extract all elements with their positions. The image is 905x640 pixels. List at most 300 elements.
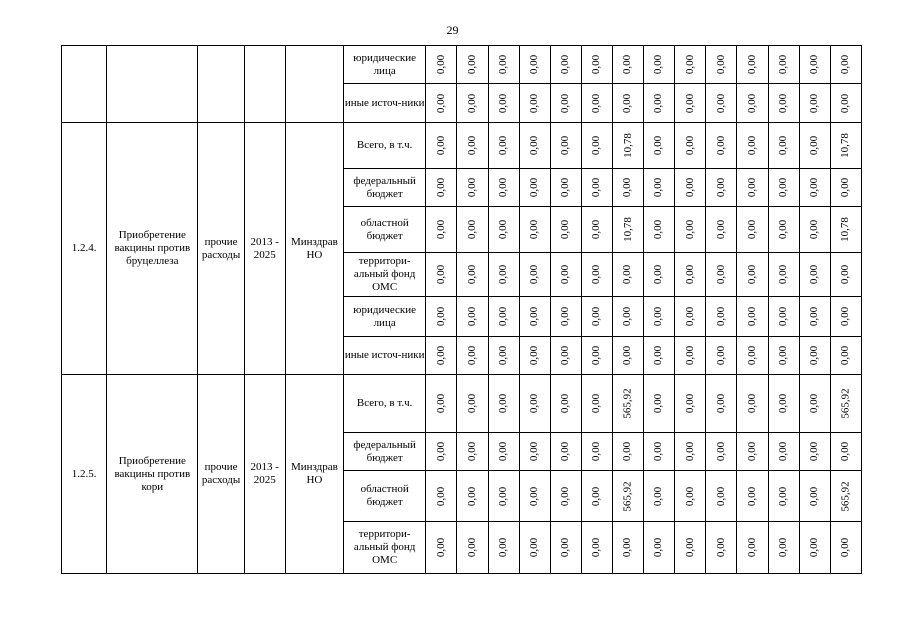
value-text: 0,00 [745,264,758,285]
value-text: 0,00 [559,135,572,156]
value-text: 0,00 [683,393,696,414]
value-text: 0,00 [714,135,727,156]
value-cell [612,207,643,253]
value-text: 0,00 [621,54,634,75]
value-cell [675,337,706,375]
value-text: 0,00 [434,441,447,462]
value-cell [612,433,643,471]
value-cell [550,522,581,574]
value-cell [768,253,799,297]
value-cell [644,471,675,522]
value-cell [426,375,457,433]
value-cell [675,123,706,169]
value-cell [768,375,799,433]
value-text: 0,00 [652,486,665,506]
value-text: 0,00 [465,306,478,327]
value-text: 0,00 [559,441,572,462]
value-text: 10,78 [621,217,634,242]
value-cell [488,207,519,253]
value-text: 0,00 [808,177,821,198]
value-text: 0,00 [465,441,478,462]
item-type: прочие расходы [198,375,244,574]
value-text: 0,00 [714,264,727,285]
value-cell [706,253,737,297]
funding-source: юридические лица [344,297,426,337]
value-cell [675,46,706,84]
value-text: 0,00 [745,393,758,414]
value-text: 0,00 [497,441,510,462]
item-executor: Минздрав НО [285,375,343,574]
value-cell [581,522,612,574]
value-text: 0,00 [528,486,541,506]
value-cell [457,337,488,375]
value-cell [706,207,737,253]
value-cell [830,522,861,574]
value-text: 0,00 [808,345,821,366]
value-text: 0,00 [808,219,821,240]
value-text: 0,00 [590,345,603,366]
value-cell [519,471,550,522]
value-cell [799,433,830,471]
value-text: 565,92 [621,480,634,512]
value-text: 0,00 [465,135,478,156]
value-text: 0,00 [434,177,447,198]
value-text: 0,00 [745,219,758,240]
value-text: 0,00 [683,135,696,156]
value-cell [550,253,581,297]
value-cell [737,471,768,522]
value-cell [581,123,612,169]
value-text: 0,00 [652,537,665,558]
value-text: 0,00 [621,93,634,113]
value-text: 0,00 [652,306,665,327]
value-text: 0,00 [652,135,665,156]
value-text: 0,00 [559,393,572,414]
value-text: 0,00 [745,93,758,113]
value-text: 0,00 [590,177,603,198]
value-text: 0,00 [590,219,603,240]
value-text: 0,00 [528,345,541,366]
value-text: 0,00 [590,441,603,462]
value-text: 0,00 [559,306,572,327]
item-type: прочие расходы [198,123,244,375]
value-cell [644,433,675,471]
value-text: 0,00 [808,54,821,75]
value-cell [768,433,799,471]
value-text: 0,00 [839,537,852,558]
value-text: 565,92 [839,480,852,512]
value-cell [706,169,737,207]
value-cell [426,253,457,297]
value-cell [457,433,488,471]
value-cell [706,471,737,522]
funding-source: федеральный бюджет [344,433,426,471]
value-text: 0,00 [777,177,790,198]
value-cell [519,84,550,123]
value-text: 0,00 [465,345,478,366]
value-text: 0,00 [497,177,510,198]
value-cell [799,46,830,84]
budget-table [61,45,862,574]
value-text: 0,00 [839,345,852,366]
item-period-cell [244,46,285,123]
value-cell [706,123,737,169]
value-cell [830,471,861,522]
value-cell [830,169,861,207]
value-text: 0,00 [714,177,727,198]
funding-source: областной бюджет [344,471,426,522]
funding-source: федеральный бюджет [344,169,426,207]
value-text: 0,00 [808,93,821,113]
value-text: 0,00 [559,219,572,240]
value-text: 10,78 [839,133,852,158]
value-cell [581,433,612,471]
value-text: 0,00 [559,345,572,366]
value-cell [581,375,612,433]
item-period: 2013 - 2025 [244,375,285,574]
value-cell [550,84,581,123]
value-text: 0,00 [559,177,572,198]
value-text: 0,00 [683,306,696,327]
value-cell [581,471,612,522]
value-text: 0,00 [839,177,852,198]
value-text: 10,78 [839,217,852,242]
funding-source: территори-альный фонд ОМС [344,522,426,574]
value-text: 0,00 [777,537,790,558]
value-text: 0,00 [497,135,510,156]
value-text: 0,00 [621,537,634,558]
value-text: 0,00 [621,306,634,327]
value-text: 0,00 [621,345,634,366]
value-cell [768,207,799,253]
item-name: Приобретение вакцины против кори [107,375,198,574]
value-cell [550,433,581,471]
value-cell [457,253,488,297]
value-cell [799,123,830,169]
value-text: 0,00 [777,54,790,75]
value-text: 0,00 [434,486,447,506]
value-text: 0,00 [621,177,634,198]
value-text: 0,00 [528,54,541,75]
funding-source: иные источ-ники [344,337,426,375]
value-text: 0,00 [465,177,478,198]
value-text: 0,00 [745,135,758,156]
value-cell [675,253,706,297]
item-period: 2013 - 2025 [244,123,285,375]
value-cell [426,46,457,84]
value-text: 0,00 [465,486,478,506]
value-cell [612,522,643,574]
value-cell [550,123,581,169]
value-text: 0,00 [590,54,603,75]
value-text: 0,00 [777,486,790,506]
value-cell [612,253,643,297]
item-executor-cell [285,46,343,123]
value-cell [581,337,612,375]
value-text: 565,92 [839,388,852,419]
value-text: 0,00 [497,306,510,327]
value-cell [488,169,519,207]
value-cell [488,84,519,123]
value-text: 0,00 [465,537,478,558]
value-text: 0,00 [528,393,541,414]
value-cell [612,169,643,207]
value-cell [768,169,799,207]
value-cell [426,471,457,522]
value-text: 0,00 [652,177,665,198]
value-cell [737,123,768,169]
value-cell [706,433,737,471]
value-cell [457,207,488,253]
value-text: 0,00 [683,54,696,75]
value-text: 0,00 [652,93,665,113]
value-text: 0,00 [528,264,541,285]
value-text: 0,00 [434,54,447,75]
value-cell [830,84,861,123]
value-text: 0,00 [528,537,541,558]
value-cell [457,169,488,207]
value-text: 0,00 [745,54,758,75]
value-text: 0,00 [528,135,541,156]
value-text: 0,00 [714,54,727,75]
value-text: 0,00 [745,441,758,462]
value-text: 0,00 [808,441,821,462]
value-text: 0,00 [559,486,572,506]
value-cell [644,337,675,375]
value-text: 0,00 [714,93,727,113]
value-cell [488,433,519,471]
value-text: 0,00 [434,393,447,414]
value-cell [550,337,581,375]
table-row [62,46,862,84]
value-cell [799,207,830,253]
value-cell [457,46,488,84]
value-cell [706,297,737,337]
item-number: 1.2.5. [62,375,107,574]
value-cell [426,123,457,169]
value-cell [706,46,737,84]
value-text: 0,00 [621,264,634,285]
value-cell [830,375,861,433]
value-text: 0,00 [497,393,510,414]
value-text: 565,92 [621,388,634,419]
value-cell [457,471,488,522]
value-cell [457,522,488,574]
value-cell [488,375,519,433]
value-text: 0,00 [683,486,696,506]
value-cell [675,471,706,522]
value-text: 0,00 [528,306,541,327]
value-text: 0,00 [590,393,603,414]
value-text: 0,00 [497,486,510,506]
value-text: 0,00 [559,54,572,75]
value-cell [675,84,706,123]
value-text: 0,00 [777,393,790,414]
value-cell [737,433,768,471]
value-text: 0,00 [559,537,572,558]
value-cell [426,84,457,123]
value-text: 0,00 [434,345,447,366]
value-text: 0,00 [839,93,852,113]
value-cell [488,471,519,522]
value-text: 0,00 [808,135,821,156]
item-number: 1.2.4. [62,123,107,375]
value-cell [830,207,861,253]
value-cell [426,207,457,253]
value-text: 0,00 [839,441,852,462]
value-text: 0,00 [497,93,510,113]
value-cell [519,375,550,433]
funding-source: Всего, в т.ч. [344,375,426,433]
value-cell [612,84,643,123]
value-cell [644,253,675,297]
value-cell [799,169,830,207]
value-cell [644,84,675,123]
value-text: 10,78 [621,133,634,158]
value-text: 0,00 [559,93,572,113]
value-cell [799,522,830,574]
value-cell [519,433,550,471]
funding-source: иные источ-ники [344,84,426,123]
value-cell [612,337,643,375]
value-text: 0,00 [808,537,821,558]
value-text: 0,00 [528,441,541,462]
value-text: 0,00 [497,264,510,285]
value-text: 0,00 [434,93,447,113]
value-text: 0,00 [714,486,727,506]
value-cell [426,297,457,337]
value-cell [675,522,706,574]
item-type-cell [198,46,244,123]
value-cell [644,375,675,433]
funding-source: территори-альный фонд ОМС [344,253,426,297]
value-cell [706,84,737,123]
value-text: 0,00 [714,537,727,558]
value-text: 0,00 [590,93,603,113]
item-name-cell [107,46,198,123]
table-row [62,123,862,169]
value-cell [644,123,675,169]
value-text: 0,00 [714,345,727,366]
value-text: 0,00 [808,486,821,506]
value-cell [426,433,457,471]
value-cell [519,46,550,84]
funding-source: юридические лица [344,46,426,84]
value-cell [799,297,830,337]
value-cell [830,433,861,471]
value-cell [550,471,581,522]
value-cell [519,297,550,337]
value-text: 0,00 [683,177,696,198]
value-cell [830,46,861,84]
value-cell [768,337,799,375]
value-cell [581,84,612,123]
value-text: 0,00 [497,219,510,240]
value-text: 0,00 [683,441,696,462]
value-text: 0,00 [465,264,478,285]
value-text: 0,00 [777,345,790,366]
value-text: 0,00 [497,537,510,558]
value-cell [644,297,675,337]
value-text: 0,00 [497,54,510,75]
value-cell [488,297,519,337]
value-cell [644,169,675,207]
value-cell [706,375,737,433]
value-cell [550,169,581,207]
value-text: 0,00 [745,486,758,506]
value-cell [799,471,830,522]
value-text: 0,00 [465,93,478,113]
value-cell [488,253,519,297]
value-cell [675,375,706,433]
value-cell [457,375,488,433]
value-text: 0,00 [465,219,478,240]
value-text: 0,00 [777,306,790,327]
value-cell [426,169,457,207]
value-cell [830,337,861,375]
page-number: 29 [446,23,459,37]
value-text: 0,00 [528,219,541,240]
value-cell [675,207,706,253]
value-text: 0,00 [497,345,510,366]
value-cell [612,471,643,522]
value-text: 0,00 [777,441,790,462]
value-text: 0,00 [839,306,852,327]
value-text: 0,00 [652,219,665,240]
value-cell [830,253,861,297]
funding-source: Всего, в т.ч. [344,123,426,169]
value-cell [612,375,643,433]
value-text: 0,00 [559,264,572,285]
funding-source: областной бюджет [344,207,426,253]
value-text: 0,00 [839,54,852,75]
value-cell [519,123,550,169]
item-executor: Минздрав НО [285,123,343,375]
value-cell [581,297,612,337]
value-cell [612,46,643,84]
value-cell [581,253,612,297]
value-cell [737,46,768,84]
value-text: 0,00 [745,306,758,327]
value-text: 0,00 [434,219,447,240]
value-cell [644,522,675,574]
value-cell [768,522,799,574]
value-cell [737,207,768,253]
value-cell [830,297,861,337]
value-cell [488,123,519,169]
value-text: 0,00 [652,393,665,414]
value-text: 0,00 [777,93,790,113]
value-text: 0,00 [839,264,852,285]
value-cell [799,337,830,375]
value-cell [612,297,643,337]
value-text: 0,00 [683,264,696,285]
value-cell [457,123,488,169]
value-cell [737,375,768,433]
value-cell [799,84,830,123]
value-cell [581,169,612,207]
value-cell [675,169,706,207]
value-cell [799,375,830,433]
value-cell [612,123,643,169]
value-cell [550,46,581,84]
value-cell [768,123,799,169]
value-cell [768,84,799,123]
value-text: 0,00 [683,537,696,558]
value-text: 0,00 [621,441,634,462]
value-text: 0,00 [683,93,696,113]
value-text: 0,00 [745,537,758,558]
